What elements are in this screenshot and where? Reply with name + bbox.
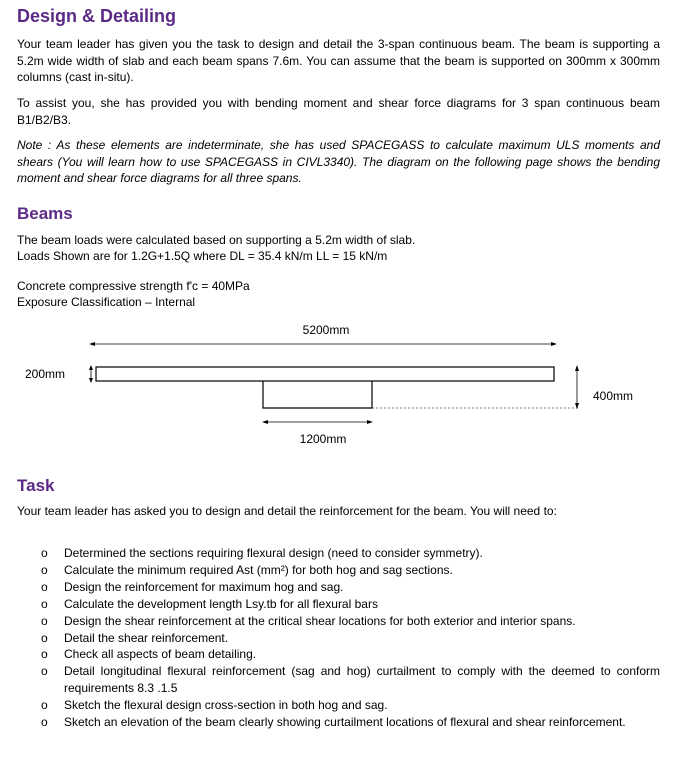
t-beam-cross-section-diagram: [0, 315, 686, 455]
bullet-icon: o: [41, 562, 48, 577]
beam-depth-arrow-bottom: [575, 403, 579, 409]
task-item-text: Calculate the minimum required Ast (mm²) for both hog and sag sections.: [64, 562, 453, 577]
slab-depth-arrow-bottom: [89, 378, 93, 383]
task-item-text: Sketch an elevation of the beam clearly showing curtailment locations of flexural and shear reinforcement.: [64, 715, 626, 730]
task-item: [17, 646, 660, 663]
task-item: [17, 613, 660, 630]
slab-width-arrow-left: [89, 342, 95, 346]
task-item-text: Detail the shear reinforcement.: [64, 630, 229, 645]
slab-width-arrow-right: [551, 342, 557, 346]
intro-note: Note : As these elements are indeterminate, she has used SPACEGASS to calculate maximum ULS moments and shears (You will learn how to use SPACEGASS in CIVL3340). The diagram on the following page shows the bending moment and shear force diagrams for all three spans.: [17, 138, 660, 185]
bullet-icon: o: [41, 664, 48, 679]
task-item: [17, 545, 660, 562]
task-list: [17, 545, 660, 731]
heading-design-detailing: Design & Detailing: [17, 6, 177, 26]
web-width-label: 1200mm: [299, 432, 347, 446]
task-item-text: Determined the sections requiring flexural design (need to consider symmetry).: [64, 546, 483, 560]
intro-paragraph-1: Your team leader has given you the task to design and detail the 3-span continuous beam. The beam is supporting a 5.2m wide width of slab and each beam spans 7.6m. You can assume that the beam is supported on 300mm x 300mm columns (cast in-situ).: [17, 37, 660, 84]
heading-task: Task: [17, 476, 55, 495]
web-width-arrow-right: [367, 420, 373, 424]
task-intro: Your team leader has asked you to design and detail the reinforcement for the beam. You will need to:: [17, 504, 557, 518]
task-item-text: Calculate the development length Lsy.tb for all flexural bars: [64, 596, 378, 611]
task-item: [17, 663, 660, 697]
bullet-icon: o: [41, 546, 48, 560]
exposure-classification-line: Exposure Classification – Internal: [17, 295, 196, 309]
task-item: [17, 596, 660, 613]
bullet-icon: o: [41, 698, 48, 713]
slab-width-label: 5200mm: [302, 323, 350, 337]
heading-beams: Beams: [17, 204, 73, 223]
bullet-icon: o: [41, 630, 48, 645]
task-item-text: Check all aspects of beam detailing.: [64, 647, 257, 662]
intro-paragraph-2: To assist you, she has provided you with bending moment and shear force diagrams for 3 span continuous beam B1/B2/B3.: [17, 96, 660, 127]
web-width-arrow-left: [262, 420, 268, 424]
task-item: [17, 714, 660, 731]
slab-depth-label: 200mm: [25, 367, 66, 381]
bullet-icon: o: [41, 596, 48, 611]
concrete-strength-line: Concrete compressive strength f'c = 40MPa: [17, 279, 250, 293]
beam-depth-label: 400mm: [593, 389, 634, 403]
beam-loads-line-2: Loads Shown are for 1.2G+1.5Q where DL = 35.4 kN/m LL = 15 kN/m: [17, 249, 388, 263]
beam-loads-line-1: The beam loads were calculated based on supporting a 5.2m width of slab.: [17, 233, 416, 247]
bullet-icon: o: [41, 579, 48, 594]
task-item: [17, 579, 660, 596]
bullet-icon: o: [41, 647, 48, 662]
task-item-text: Detail longitudinal flexural reinforcement (sag and hog) curtailment to comply with the deemed to conform requirements 8.3 .1.5: [64, 664, 660, 696]
bullet-icon: o: [41, 613, 48, 628]
task-item-text: Design the shear reinforcement at the critical shear locations for both exterior and interior spans.: [64, 613, 576, 628]
task-item: [17, 562, 660, 579]
task-item-text: Design the reinforcement for maximum hog and sag.: [64, 579, 344, 594]
bullet-icon: o: [41, 715, 48, 730]
beam-flange: [96, 367, 554, 381]
task-item: [17, 630, 660, 647]
beam-web: [263, 381, 372, 408]
task-item-text: Sketch the flexural design cross-section in both hog and sag.: [64, 698, 388, 713]
beam-depth-arrow-top: [575, 365, 579, 371]
slab-depth-arrow-top: [89, 365, 93, 370]
task-item: [17, 697, 660, 714]
